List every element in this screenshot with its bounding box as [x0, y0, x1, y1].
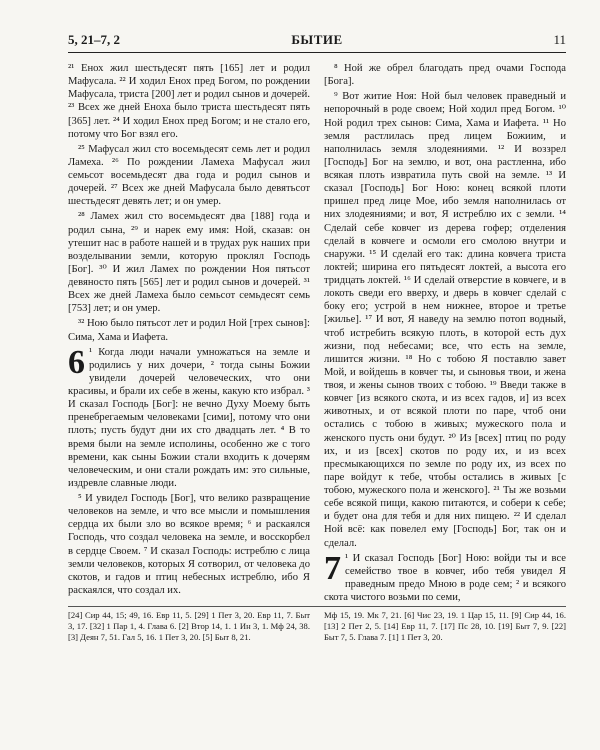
- paragraph: ⁸ Ной же обрел благодать пред очами Господа [Бога].: [324, 63, 566, 88]
- chapter-number: 6: [68, 343, 85, 381]
- paragraph: ¹ Когда люди начали умножаться на земле и родились у них дочери, ² тогда сыны Божии увидели дочерей человеческих, что они красивы, и брали их себе в жены, какую кто избрал. ³ И сказал Господь [Бог]: не вечно Духу Моему быть пренебрегаемым человеками [сими], потому что они плоть; пусть будут дни их сто двадцать лет. ⁴ В то время были на земле исполины, особенно же с того времени, как сыны Божии стали входить к дочерям человеческим, и они стали рождать им: это сильные, издревле славные люди.: [68, 346, 310, 489]
- footnote-divider: [68, 606, 566, 607]
- page-number: 11: [553, 32, 566, 47]
- cross-references: [68, 610, 566, 644]
- notes-right: Мф 15, 19. Мк 7, 21. [6] Чис 23, 19. 1 Цар 15, 11. [9] Сир 44, 16. [13] 2 Пет 2, 5. [14] Евр 11, 7. [17] Пс 28, 10. [19] Быт 7, 9. [22] Быт 7, 5. Глава 7. [1] 1 Пет 3, 20.: [324, 610, 566, 643]
- paragraph: ³² Ною было пятьсот лет и родил Ной [трех сынов]: Сима, Хама и Иафета.: [68, 318, 310, 343]
- header-divider: [68, 52, 566, 53]
- paragraph: ²⁸ Ламех жил сто восемьдесят два [188] года и родил сына, ²⁹ и нарек ему имя: Ной, сказав: он утешит нас в работе нашей и в трудах рук наших при возделывании земли, которую проклял Господь [Бог]. ³⁰ И жил Ламех по рождении Ноя пятьсот девяносто пять [565] лет и родил сынов и дочерей. ³¹ Всех же дней Ламеха было семьсот семьдесят семь [753] лет; и он умер.: [68, 211, 310, 315]
- paragraph: ²¹ Енох жил шестьдесят пять [165] лет и родил Мафусала. ²² И ходил Енох пред Богом, по рождении Мафусала, триста [200] лет и родил сынов и дочерей. ²³ Всех же дней Еноха было триста шестьдесят пять [365] лет. ²⁴ И ходил Енох пред Богом; и не стало его, потому что Бог взял его.: [68, 63, 310, 140]
- chapter-6-block: [68, 343, 310, 490]
- chapter-7-block: [324, 549, 566, 602]
- paragraph: ²⁵ Мафусал жил сто восемьдесят семь лет и родил Ламеха. ²⁶ По рождении Ламеха Мафусал жил семьсот восемьдесят два года и родил сынов и дочерей. ²⁷ Всех же дней Мафусала было девятьсот шестьдесят девять лет; и он умер.: [68, 143, 310, 208]
- page-header: [68, 28, 566, 50]
- chapter-number: 7: [324, 549, 341, 587]
- book-title: БЫТИЕ: [291, 32, 343, 47]
- notes-left: [24] Сир 44, 15; 49, 16. Евр 11, 5. [29] 1 Пет 3, 20. Евр 11, 7. Быт 3, 17. [32] 1 Пар 1, 4. Глава 6. [2] Втор 14, 1. 1 Ин 3, 1. Мф 24, 38. [3] Деян 7, 51. Гал 5, 16. 1 Пет 3, 20. [5] Быт 8, 21.: [68, 610, 310, 643]
- paragraph: ¹ И сказал Господь [Бог] Ною: войди ты и все семейство твое в ковчег, ибо тебя увидел Я праведным предо Мною в роде сем; ² и всякого скота чистого возьми по семи,: [324, 552, 566, 602]
- right-column: [324, 62, 566, 602]
- paragraph: ⁵ И увидел Господь [Бог], что велико развращение человеков на земле, и что все мысли и помышления сердца их были зло во всякое время; ⁶ и раскаялся Господь, что создал человека на земле, и восскорбел в сердце Своем. ⁷ И сказал Господь: истреблю с лица земли человеков, которых Я сотворил, от человека до скотов, и гадов и птиц небесных истреблю, ибо Я раскаялся, что создал их.: [68, 493, 310, 596]
- left-column: [68, 62, 310, 602]
- paragraph: ⁹ Вот житие Ноя: Ной был человек праведный и непорочный в роде своем; Ной ходил пред Богом. ¹⁰ Ной родил трех сынов: Сима, Хама и Иафета. ¹¹ Но земля растлилась пред лицем Божиим, и наполнилась земля злодеяниями. ¹² И воззрел [Господь] Бог на землю, и вот, она растленна, ибо всякая плоть извратила путь свой на земле. ¹³ И сказал [Господь] Бог Ною: конец всякой плоти пришел пред лице Мое, ибо земля наполнилась от них злодеяниями; и вот, Я истреблю их с земли. ¹⁴ Сделай себе ковчег из дерева гофер; отделения сделай в ковчеге и осмоли его смолою внутри и снаружи. ¹⁵ И сделай его так: длина ковчега триста локтей; ширина его пятьдесят локтей, а высота его тридцать локтей. ¹⁶ И сделай отверстие в ковчеге, и в локоть сведи его вверху, и дверь в ковчег сделай с боку его; устрой в нем нижнее, второе и третье [жилье]. ¹⁷ И вот, Я наведу на землю потоп водный, чтоб истребить всякую плоть, в которой есть дух жизни, под небесами; все, что есть на земле, лишится жизни. ¹⁸ Но с тобою Я поставлю завет Мой, и войдешь в ковчег ты, и сыновья твои, и жена твоя, и жены сынов твоих с тобою. ¹⁹ Введи также в ковчег [из всякого скота, и из всех гадов, и] из всех животных, и от всякой плоти по паре, чтоб они остались с тобою в живых; мужеского пола и женского пусть они будут. ²⁰ Из [всех] птиц по роду их, и из [всех] скотов по роду их, и из всех пресмыкающихся по земле по роду их, из всех по паре войдут к тебе, чтобы остались в живых [с тобою, мужеского пола и женского]. ²¹ Ты же возьми себе всякой пищи, какою питаются, и собери к себе; и будет она для тебя и для них пищею. ²² И сделал Ной всё: как повелел ему [Господь] Бог, так он и сделал.: [324, 91, 566, 549]
- verse-range: 5, 21–7, 2: [68, 32, 120, 47]
- text-columns: [68, 62, 566, 602]
